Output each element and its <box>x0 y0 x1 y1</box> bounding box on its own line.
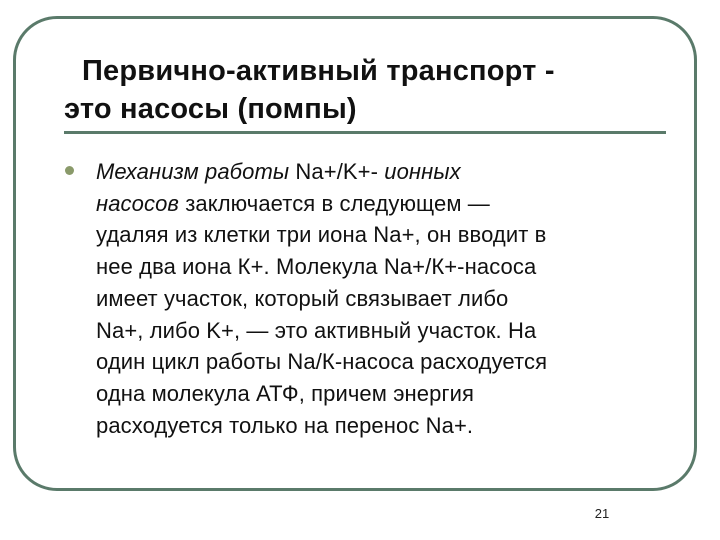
title-line-1: Первично-активный транспорт - <box>82 55 555 87</box>
title-line-2: это насосы (помпы) <box>64 93 357 125</box>
bullet-line: один цикл работы Na/К-насоса расходуется <box>96 349 548 375</box>
text-segment: Na+/K+- <box>295 159 385 184</box>
text-segment-italic: насосов <box>96 190 179 216</box>
bullet-dot-icon <box>65 166 74 175</box>
bullet-line: имеет участок, который связывает либо <box>96 285 509 311</box>
bullet-paragraph <box>96 156 676 441</box>
bullet-line: одна молекула АТФ, причем энергия <box>96 380 474 406</box>
bullet-line: расходуется только на перенос Na+. <box>96 412 474 438</box>
title-divider <box>64 131 666 134</box>
bullet-line: нее два иона К+. Молекула Na+/К+-насоса <box>96 254 537 280</box>
slide-title <box>64 52 684 128</box>
text-segment: заключается в следующем — <box>179 190 490 216</box>
bullet-line <box>96 156 676 188</box>
bullet-line: Na+, либо K+, — это активный участок. На <box>96 317 537 343</box>
text-segment-italic: Механизм работы <box>96 159 296 184</box>
bullet-line: удаляя из клетки три иона Na+, он вводит в <box>96 222 547 248</box>
page-number: 21 <box>594 506 610 521</box>
bullet-line <box>96 188 676 220</box>
text-segment-italic: ионных <box>384 159 461 184</box>
